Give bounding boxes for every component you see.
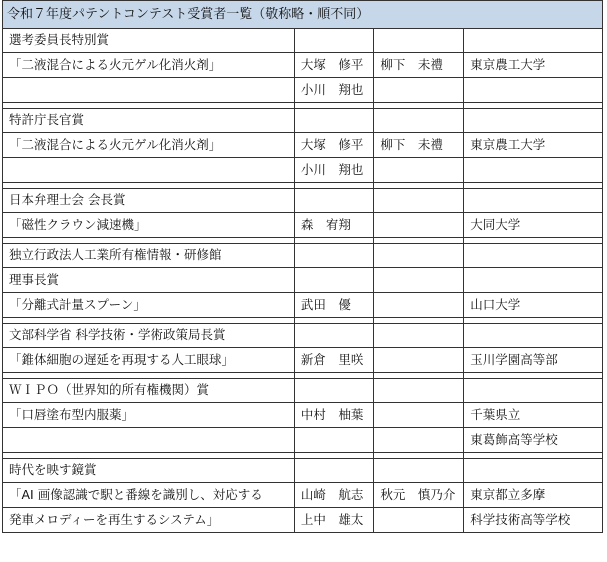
award-name-line2: 理事長賞 — [3, 268, 295, 293]
school-name: 玉川学園高等部 — [464, 348, 603, 373]
inventor-name — [374, 78, 464, 103]
school-name: 科学技術高等学校 — [464, 508, 603, 533]
invention-title — [3, 78, 295, 103]
invention-title: 「二液混合による火元ゲル化消火剤」 — [3, 133, 295, 158]
invention-title: 「錐体細胞の遅延を再現する人工眼球」 — [3, 348, 295, 373]
inventor-name — [294, 428, 374, 453]
award-name: 選考委員長特別賞 — [3, 29, 295, 53]
inventor-name: 大塚 修平 — [294, 133, 374, 158]
award-name: ＷＩＰＯ（世界知的所有権機関）賞 — [3, 379, 295, 403]
award-name: 独立行政法人工業所有権情報・研修館 — [3, 244, 295, 268]
invention-title: 「二液混合による火元ゲル化消火剤」 — [3, 53, 295, 78]
inventor-name — [374, 158, 464, 183]
inventor-name: 山崎 航志 — [294, 483, 374, 508]
inventor-name: 中村 柚葉 — [294, 403, 374, 428]
school-name: 東葛飾高等学校 — [464, 428, 603, 453]
invention-title: 「口唇塗布型内服薬」 — [3, 403, 295, 428]
invention-title: 「分離式計量スプーン」 — [3, 293, 295, 318]
invention-title: 「AI 画像認識で駅と番線を識別し、対応する — [3, 483, 295, 508]
inventor-name — [374, 213, 464, 238]
inventor-name: 柳下 未禮 — [374, 53, 464, 78]
inventor-name: 新倉 里咲 — [294, 348, 374, 373]
award-table — [2, 0, 603, 533]
inventor-name: 小川 翔也 — [294, 158, 374, 183]
inventor-name — [374, 428, 464, 453]
invention-title: 発車メロディーを再生するシステム」 — [3, 508, 295, 533]
school-name: 山口大学 — [464, 293, 603, 318]
invention-title: 「磁性クラウン減速機」 — [3, 213, 295, 238]
award-name: 時代を映す鏡賞 — [3, 459, 295, 483]
inventor-name: 秋元 慎乃介 — [374, 483, 464, 508]
award-name: 文部科学省 科学技術・学術政策局長賞 — [3, 324, 295, 348]
school-name: 東京都立多摩 — [464, 483, 603, 508]
school-name — [464, 158, 603, 183]
inventor-name: 上中 雄太 — [294, 508, 374, 533]
school-name: 千葉県立 — [464, 403, 603, 428]
award-name: 日本弁理士会 会長賞 — [3, 189, 295, 213]
school-name: 東京農工大学 — [464, 133, 603, 158]
inventor-name — [374, 508, 464, 533]
school-name: 東京農工大学 — [464, 53, 603, 78]
inventor-name — [374, 348, 464, 373]
invention-title — [3, 158, 295, 183]
award-list-sheet — [2, 0, 605, 560]
school-name: 大同大学 — [464, 213, 603, 238]
inventor-name — [374, 293, 464, 318]
inventor-name: 小川 翔也 — [294, 78, 374, 103]
school-name — [464, 78, 603, 103]
award-name: 特許庁長官賞 — [3, 109, 295, 133]
inventor-name — [374, 403, 464, 428]
inventor-name: 森 宥翔 — [294, 213, 374, 238]
table-title: 令和７年度パテントコンテスト受賞者一覧（敬称略・順不同） — [3, 1, 603, 29]
inventor-name: 武田 優 — [294, 293, 374, 318]
inventor-name: 柳下 未禮 — [374, 133, 464, 158]
inventor-name: 大塚 修平 — [294, 53, 374, 78]
invention-title — [3, 428, 295, 453]
